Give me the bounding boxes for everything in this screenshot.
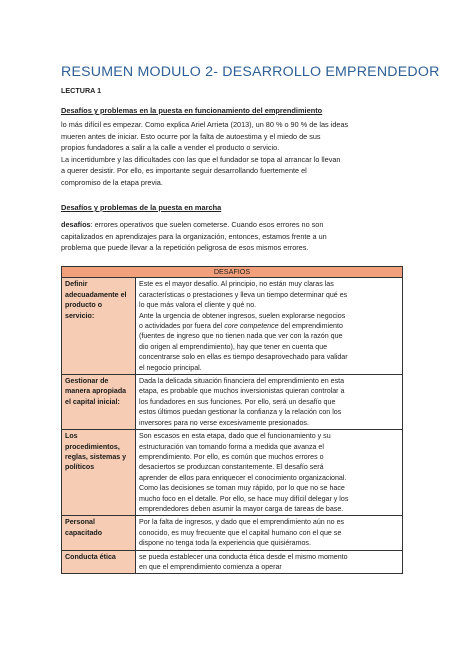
core-competence-term: core competence (224, 322, 279, 331)
text-line: mueren antes de iniciar. Esto ocurre por la falta de autoestima y el miedo de sus (61, 131, 321, 141)
text-span: o actividades por fuera del (139, 322, 223, 331)
table-row (62, 375, 403, 430)
text-line: Este es el mayor desafío. Al principio, no están muy claras las (139, 280, 334, 289)
section2-paragraph (61, 219, 421, 254)
table-row (62, 278, 403, 375)
text-line: conocido, es muy frecuente que el capital humano con el que se (139, 528, 342, 537)
table-row (62, 550, 403, 574)
row-description (136, 430, 403, 516)
text-line: propios fundadores a salir a la calle a vender el producto o servicio. (61, 143, 280, 153)
text-line (139, 321, 399, 331)
row-description (136, 278, 403, 375)
desafios-table (61, 266, 403, 574)
row-label: Definir adecuadamente el producto o servicio: (62, 278, 136, 375)
text-line: desaciertos se produzcan constantemente. El desafío será (139, 463, 324, 472)
term-definition: : errores operativos que suelen cometerse. Cuando esos errores no son (90, 220, 324, 229)
section1-heading: Desafíos y problemas en la puesta en funcionamiento del emprendimiento (61, 106, 323, 115)
text-line: etapa, es probable que muchos inversionistas quieran controlar a (139, 387, 345, 396)
text-line: lo que más valora el cliente y qué no. (139, 301, 257, 310)
text-line: los fundadores en sus funciones. Por ello, será un desafío que (139, 397, 336, 406)
text-span: del emprendimiento (278, 322, 343, 331)
table-header-row (62, 267, 403, 278)
table-row (62, 430, 403, 516)
text-line: aprender de ellos para enriquecer el conocimiento organizacional. (139, 473, 347, 482)
text-line: Dada la delicada situación financiera del emprendimiento en esta (139, 377, 345, 386)
text-line: dio origen al emprendimiento), hay que tener en cuenta que (139, 342, 328, 351)
text-line: Por la falta de ingresos, y dado que el emprendimiento aún no es (139, 518, 345, 527)
text-line: mucho foco en el detalle. Por ello, se hace muy difícil delegar y los (139, 494, 349, 503)
text-line: lo más difícil es empezar. Como explica Ariel Arrieta (2013), un 80 % o 90 % de las ideas (61, 120, 349, 129)
section1-paragraph (61, 119, 421, 189)
text-line: a querer desistir. Por ello, es importante seguir desarrollando fuertemente el (61, 166, 307, 176)
term-desafios: desafíos (61, 220, 91, 229)
row-label: Los procedimientos, reglas, sistemas y políticos (62, 430, 136, 516)
text-line: características o prestaciones y lleva un tiempo determinar qué es (139, 290, 348, 299)
text-line: Como las decisiones se toman muy rápido, por lo que no se hace (139, 484, 345, 493)
row-label: Conducta ética (62, 550, 136, 574)
text-line: Ante la urgencia de obtener ingresos, suelen explorarse negocios (139, 311, 346, 320)
text-line: emprendimiento. Por ello, es común que muchos errores o (139, 452, 324, 461)
text-line (61, 219, 421, 231)
text-line: (fuentes de ingreso que no tienen nada que ver con la razón que (139, 332, 343, 341)
table-header: DESAFIOS (62, 267, 403, 278)
page-title: RESUMEN MODULO 2- DESARROLLO EMPRENDEDOR (61, 64, 440, 80)
text-line: capitalizados en aprendizajes para la organización, entonces, estamos frente a un (61, 231, 327, 241)
text-line: La incertidumbre y las dificultades con las que el fundador se topa al arrancar lo llevan (61, 154, 341, 164)
text-line: el negocio principal. (139, 363, 202, 372)
row-description (136, 375, 403, 430)
table-row (62, 516, 403, 550)
text-line: en que el emprendimiento comienza a operar (139, 562, 282, 571)
row-description (136, 516, 403, 550)
section2-heading: Desafíos y problemas de la puesta en marcha (61, 203, 222, 212)
text-line: inversores para no verse excesivamente presionados. (139, 418, 309, 427)
text-line: compromiso de la etapa previa. (61, 177, 163, 187)
text-line: concentrarse solo en ellas es tiempo desaprovechado para validar (139, 353, 348, 362)
row-label: Personal capacitado (62, 516, 136, 550)
text-line: emprendedores deben asumir la mayor carga de tareas de base. (139, 504, 344, 513)
row-label: Gestionar de manera apropiada el capital inicial: (62, 375, 136, 430)
row-description (136, 550, 403, 574)
text-line: Son escasos en esta etapa, dado que el funcionamiento y su (139, 432, 331, 441)
text-line: dispone no tenga toda la experiencia que quisiéramos. (139, 539, 311, 548)
text-line: problema que puede llevar a la repetición peligrosa de esos mismos errores. (61, 243, 309, 253)
text-line: se pueda establecer una conducta ética desde el mismo momento (139, 552, 348, 561)
text-line: estos últimos puedan gestionar la confianza y la relación con los (139, 408, 342, 417)
lectura-label: LECTURA 1 (61, 86, 102, 95)
text-line: estructuración van tomando forma a medida que avanza el (139, 442, 324, 451)
